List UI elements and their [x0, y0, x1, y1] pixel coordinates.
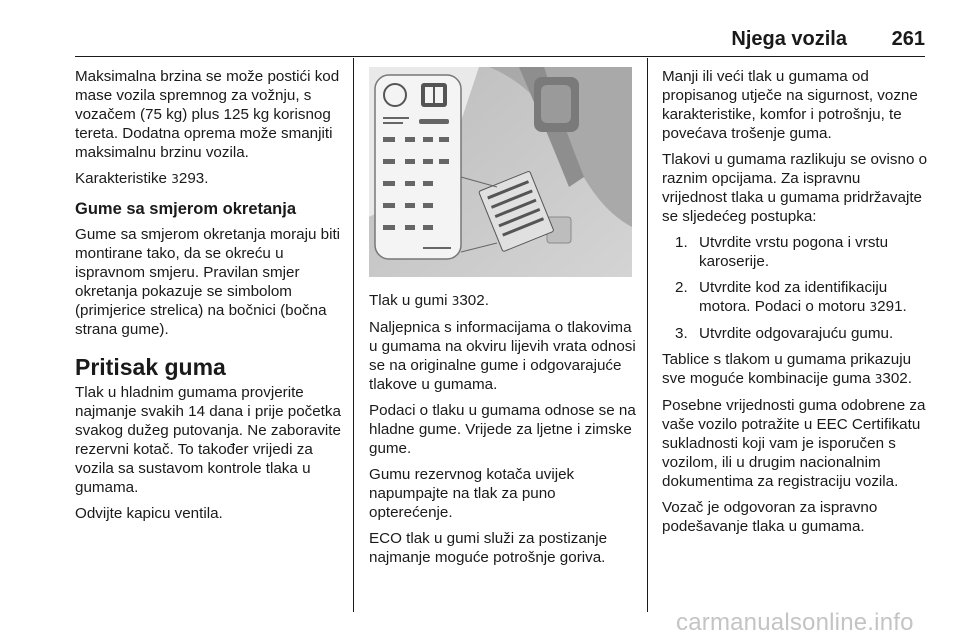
page-ref-link[interactable]: 291. — [877, 298, 907, 315]
column-divider-2 — [647, 58, 648, 612]
label-info-paragraph: Naljepnica s informacijama o tlakovima u gumama na okviru lijevih vrata odnosi se na originalne gume i odgovarajuće tlakove u gumama. — [369, 319, 636, 393]
page-header — [75, 26, 925, 56]
driver-responsibility-paragraph: Vozač je odgovoran za ispravno podešavanje tlaka u gumama. — [662, 499, 878, 535]
watermark: carmanualsonline.info — [676, 609, 914, 636]
page-ref-link[interactable]: 302. — [459, 292, 489, 309]
page-ref-icon[interactable]: 3 — [171, 172, 179, 186]
column-2 — [369, 67, 639, 574]
cold-tires-paragraph: Podaci o tlaku u gumama odnose se na hladne gume. Vrijede za ljetne i zimske gume. — [369, 402, 636, 457]
tire-pressure-label-figure — [369, 67, 632, 277]
list-item: 3. Utvrdite odgovarajuću gumu. — [675, 325, 894, 342]
page-ref-link[interactable]: 302. — [882, 370, 912, 387]
max-speed-paragraph: Maksimalna brzina se može postići kod mase vozila spremnog za vožnju, s vozačem (75 kg) plus 125 kg korisnog tereta. Dodatna oprema može smanjiti maksimalnu brzinu vozila. — [75, 68, 340, 161]
pressure-tables-paragraph: Tablice s tlakom u gumama prikazuju sve moguće kombinacije guma 3302. — [662, 351, 912, 387]
tire-pressure-ref-paragraph: Tlak u gumi 3302. — [369, 292, 489, 309]
eec-certificate-paragraph: Posebne vrijednosti guma odobrene za vaše vozilo potražite u EEC Certifikatu sukladnosti koji vam je isporučen s vozilom, ili u drugim nacionalnim dokumentima za registraciju vozila. — [662, 397, 926, 490]
column-3 — [662, 67, 928, 543]
page-ref-icon[interactable]: 3 — [874, 372, 883, 386]
characteristics-ref-paragraph: Karakteristike 3293. — [75, 170, 209, 187]
door-frame-photo — [369, 67, 632, 277]
column-1 — [75, 67, 345, 530]
page-ref-icon[interactable]: 3 — [451, 294, 460, 308]
tire-pressure-heading: Pritisak guma — [75, 354, 226, 380]
valve-cap-paragraph: Odvijte kapicu ventila. — [75, 505, 223, 522]
procedure-steps — [662, 233, 928, 343]
rotation-tires-heading: Gume sa smjerom okretanja — [75, 200, 297, 218]
cold-tire-check-paragraph: Tlak u hladnim gumama provjerite najmanje svakih 14 dana i prije početka svakog dužeg putovanja. Ne zaboravite rezervni kotač. To također vrijedi za vozila sa sustavom kontrole tlaka u gumama. — [75, 384, 341, 496]
section-title: Njega vozila — [731, 28, 847, 50]
options-paragraph: Tlakovi u gumama razlikuju se ovisno o raznim opcijama. Za ispravnu vrijednost tlaka u gumama pridržavajte se sljedećeg postupka: — [662, 151, 928, 225]
page-number: 261 — [891, 28, 925, 50]
page-ref-icon[interactable]: 3 — [869, 300, 878, 314]
header-rule — [75, 56, 925, 57]
list-item: 1. Utvrdite vrstu pogona i vrstu karoserije. — [675, 234, 889, 270]
eco-pressure-paragraph: ECO tlak u gumi služi za postizanje najmanje moguće potrošnje goriva. — [369, 530, 608, 566]
rotation-tires-paragraph: Gume sa smjerom okretanja moraju biti montirane tako, da se okreću u ispravnom smjeru. Pravilan smjer okretanja pokazuje se simbolom (primjerice strelica) na bočnici (bočna strana gume). — [75, 226, 341, 338]
list-item: 2. Utvrdite kod za identifikaciju motora. Podaci o motoru 3291. — [675, 279, 907, 315]
spare-wheel-paragraph: Gumu rezervnog kotača uvijek napumpajte na tlak za puno opterećenje. — [369, 466, 575, 521]
column-divider-1 — [353, 58, 354, 612]
wrong-pressure-paragraph: Manji ili veći tlak u gumama od propisanog utječe na sigurnost, vozne karakteristike, komfor i potrošnju, te povećava trošenje guma. — [662, 68, 918, 142]
page-ref-link[interactable]: 293. — [178, 170, 209, 187]
